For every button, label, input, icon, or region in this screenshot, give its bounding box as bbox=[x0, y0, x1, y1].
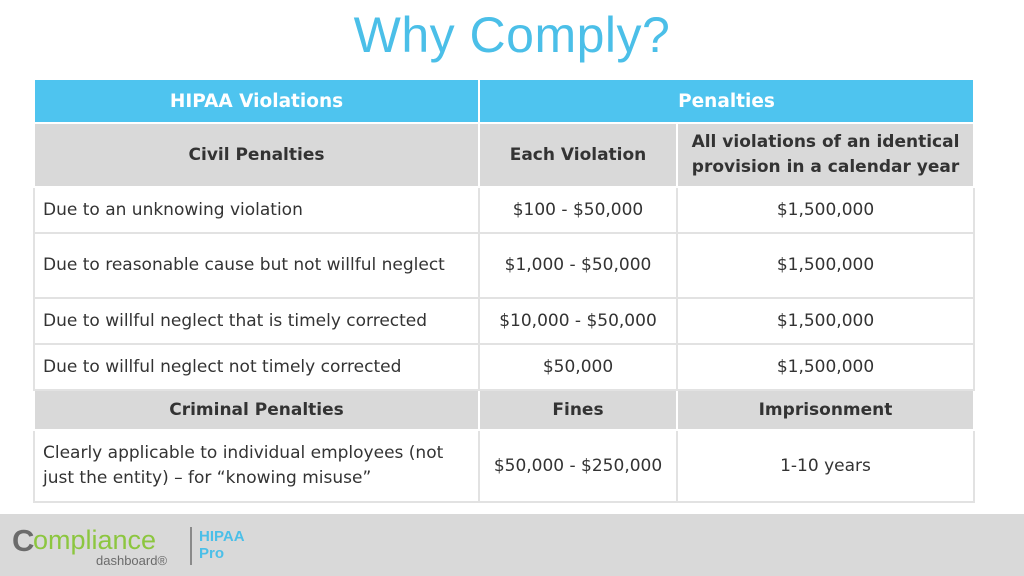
header-hipaa-violations: HIPAA Violations bbox=[34, 79, 479, 123]
violation-type: Due to willful neglect not timely corrected bbox=[34, 344, 479, 390]
logo-c-mark: C bbox=[12, 523, 35, 558]
table-row bbox=[34, 233, 974, 298]
penalties-table bbox=[33, 78, 975, 503]
slide-title: Why Comply? bbox=[353, 7, 671, 63]
logo-subtitle: dashboard® bbox=[96, 553, 168, 568]
imprisonment-term: 1-10 years bbox=[677, 430, 974, 502]
each-violation-heading: Each Violation bbox=[479, 123, 677, 187]
logo-divider bbox=[190, 527, 192, 565]
civil-penalties-heading: Civil Penalties bbox=[34, 123, 479, 187]
fines-heading: Fines bbox=[479, 390, 677, 430]
calendar-year-heading: All violations of an identical provision in a calendar year bbox=[677, 123, 974, 187]
each-violation-amount: $50,000 bbox=[479, 344, 677, 390]
table-row bbox=[34, 430, 974, 502]
imprisonment-heading: Imprisonment bbox=[677, 390, 974, 430]
each-violation-amount: $10,000 - $50,000 bbox=[479, 298, 677, 344]
table-header-row bbox=[34, 79, 974, 123]
yearly-max-amount: $1,500,000 bbox=[677, 187, 974, 233]
header-penalties: Penalties bbox=[479, 79, 974, 123]
logo-wordmark: ompliance bbox=[33, 525, 157, 555]
violation-type: Due to willful neglect that is timely corrected bbox=[34, 298, 479, 344]
yearly-max-amount: $1,500,000 bbox=[677, 233, 974, 298]
table-row bbox=[34, 187, 974, 233]
yearly-max-amount: $1,500,000 bbox=[677, 298, 974, 344]
violation-type: Due to reasonable cause but not willful neglect bbox=[34, 233, 479, 298]
civil-header-row bbox=[34, 123, 974, 187]
table-row bbox=[34, 298, 974, 344]
criminal-header-row bbox=[34, 390, 974, 430]
fines-amount: $50,000 - $250,000 bbox=[479, 430, 677, 502]
criminal-penalties-heading: Criminal Penalties bbox=[34, 390, 479, 430]
violation-type: Due to an unknowing violation bbox=[34, 187, 479, 233]
each-violation-amount: $100 - $50,000 bbox=[479, 187, 677, 233]
hipaa-pro-badge bbox=[199, 528, 245, 562]
each-violation-amount: $1,000 - $50,000 bbox=[479, 233, 677, 298]
criminal-violation-type: Clearly applicable to individual employees (not just the entity) – for “knowing misuse” bbox=[34, 430, 479, 502]
table-row bbox=[34, 344, 974, 390]
yearly-max-amount: $1,500,000 bbox=[677, 344, 974, 390]
brand-line-2: Pro bbox=[199, 545, 225, 562]
compliance-dashboard-logo bbox=[12, 523, 272, 569]
brand-line-1: HIPAA bbox=[199, 528, 245, 545]
